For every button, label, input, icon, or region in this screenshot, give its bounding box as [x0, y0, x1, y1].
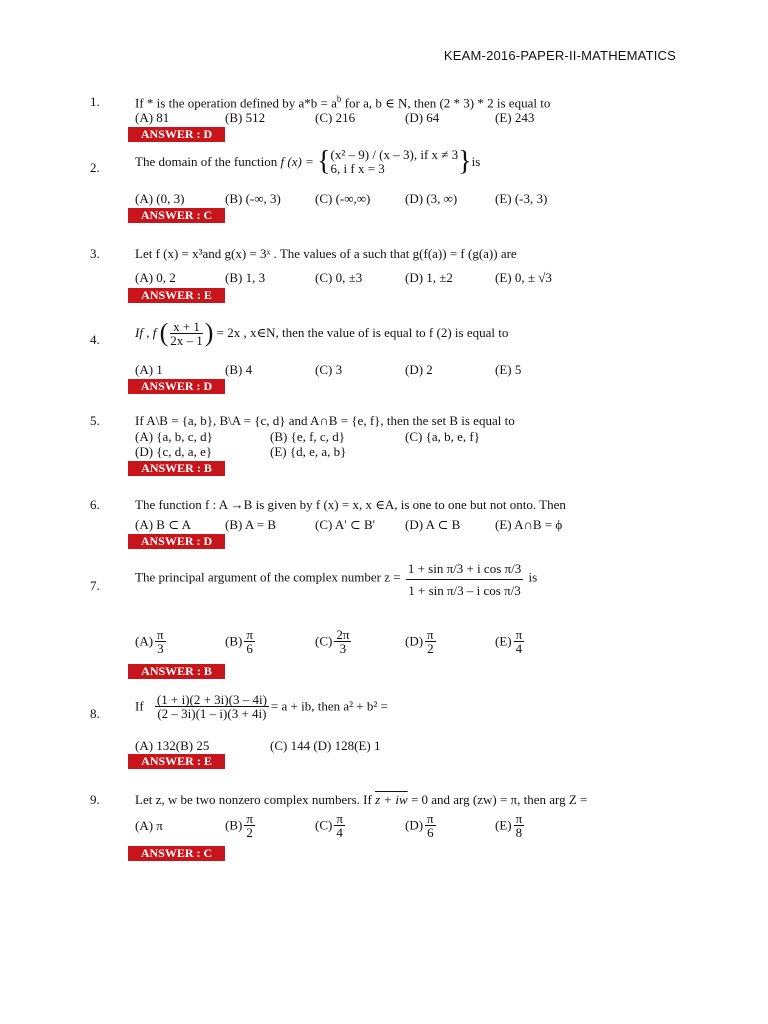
question-stem: If * is the operation defined by $a*b = a^b$ for a, b ∈ N, then (2 * 3) * 2 is equal to	[135, 94, 551, 111]
question-number: 5.	[90, 413, 100, 428]
fraction: $\frac{x + 1}{2x - 1}$	[170, 318, 203, 348]
option-e: (E) $\frac{\pi}{4}$	[495, 627, 523, 656]
question-stem: The domain of the function f (x) = { (x² – 9) / (x – 3), if x ≠ 3 6, i f x = 3 }is	[135, 146, 481, 177]
answer-badge: ANSWER : D	[128, 127, 225, 142]
option-b: (B) A = B	[225, 517, 277, 532]
answer-badge: ANSWER : C	[128, 208, 225, 223]
fraction: $\frac{\text{1 + sin π/3 + i cos π/3}}{\text{1 + sin π/3 – i cos π/3}}$	[406, 558, 523, 597]
question-stem: Let f (x) = x³and g(x) = 3ˣ . The values of a such that g(f(a)) = f (g(a)) are	[135, 246, 517, 261]
option-d: (D) A ⊂ B	[405, 517, 461, 532]
option-a: (A) 0, 2	[135, 270, 176, 285]
option-b: (B) (-∞, 3)	[225, 191, 281, 206]
question-number: 2.	[90, 160, 100, 175]
answer-badge: ANSWER : B	[128, 664, 225, 679]
option-c-d-e: (C) 144 (D) 128(E) 1	[270, 738, 381, 753]
option-b: (B) {e, f, c, d}	[270, 429, 345, 444]
option-c: (C) $\frac{2\pi}{3}$	[315, 627, 350, 656]
option-a: (A) B ⊂ A	[135, 517, 192, 532]
question-stem: If , f ( $\frac{x + 1}{2x - 1}$ ) = 2x , x∈N, then the value of is equal to f (2) is equal to	[135, 318, 509, 348]
option-d: (D) $\frac{\pi}{6}$	[405, 811, 434, 840]
question-number: 3.	[90, 246, 100, 261]
answer-badge: ANSWER : C	[128, 846, 225, 861]
option-e: (E) 0, ± √3	[495, 270, 552, 285]
option-d: (D) $\frac{\pi}{2}$	[405, 627, 434, 656]
option-d: (D) 64	[405, 110, 440, 125]
option-d: (D) 1, ±2	[405, 270, 453, 285]
question-stem: The principal argument of the complex number z = $\frac{\text{1 + sin π/3 + i cos π/3}}{\text{1 + sin π/3 – i cos π/3}}$ is	[135, 558, 537, 597]
option-e: (E) $\frac{\pi}{8}$	[495, 811, 523, 840]
option-e: (E) A∩B = ϕ	[495, 517, 563, 532]
option-a: (A) $\frac{\pi}{3}$	[135, 627, 164, 656]
option-e: (E) 243	[495, 110, 535, 125]
answer-badge: ANSWER : B	[128, 461, 225, 476]
option-b: (B) $\frac{\pi}{2}$	[225, 811, 253, 840]
option-e: (E) {d, e, a, b}	[270, 444, 347, 459]
option-d: (D) {c, d, a, e}	[135, 444, 213, 459]
option-d: (D) (3, ∞)	[405, 191, 458, 206]
option-c: (C) A' ⊂ B'	[315, 517, 375, 532]
option-b: (B) 4	[225, 362, 253, 377]
question-number: 4.	[90, 332, 100, 347]
option-b: (B) $\frac{\pi}{6}$	[225, 627, 253, 656]
option-c: (C) 0, ±3	[315, 270, 363, 285]
option-a: (A) 81	[135, 110, 170, 125]
option-c: (C) 3	[315, 362, 343, 377]
option-a: (A) (0, 3)	[135, 191, 185, 206]
option-b: (B) 1, 3	[225, 270, 266, 285]
option-a-b: (A) 132(B) 25	[135, 738, 210, 753]
question-number: 6.	[90, 497, 100, 512]
answer-badge: ANSWER : E	[128, 754, 225, 769]
question-stem: The function f : A →B is given by f (x) = x, x ∈A, is one to one but not onto. Then	[135, 497, 566, 512]
option-c: (C) 216	[315, 110, 356, 125]
option-e: (E) (-3, 3)	[495, 191, 548, 206]
option-c: (C) (-∞,∞)	[315, 191, 371, 206]
question-number: 8.	[90, 706, 100, 721]
question-stem: If $\frac{(1 + i)(2 + 3i)(3 - 4i)}{(2 - 3i)(1 - i)(3 + 4i)}$ = a + ib, then a² + b² =	[135, 692, 388, 721]
option-a: (A) π	[135, 818, 163, 833]
question-stem: If A\B = {a, b}, B\A = {c, d} and A∩B = {e, f}, then the set B is equal to	[135, 413, 515, 428]
question-number: 7.	[90, 578, 100, 593]
answer-badge: ANSWER : D	[128, 379, 225, 394]
page-header: KEAM-2016-PAPER-II-MATHEMATICS	[443, 48, 676, 63]
fraction: $\frac{(1 + i)(2 + 3i)(3 - 4i)}{(2 - 3i)(1 - i)(3 + 4i)}$	[156, 692, 267, 721]
option-d: (D) 2	[405, 362, 433, 377]
option-a: (A) 1	[135, 362, 163, 377]
question-number: 1.	[90, 94, 100, 109]
option-a: (A) {a, b, c, d}	[135, 429, 213, 444]
answer-badge: ANSWER : D	[128, 534, 225, 549]
question-number: 9.	[90, 792, 100, 807]
question-stem: Let z, w be two nonzero complex numbers. If z + iw = 0 and arg (zw) = π, then arg Z =	[135, 792, 588, 807]
option-b: (B) 512	[225, 110, 266, 125]
option-c: (C) {a, b, e, f}	[405, 429, 480, 444]
option-c: (C) $\frac{\pi}{4}$	[315, 811, 343, 840]
option-e: (E) 5	[495, 362, 522, 377]
answer-badge: ANSWER : E	[128, 288, 225, 303]
